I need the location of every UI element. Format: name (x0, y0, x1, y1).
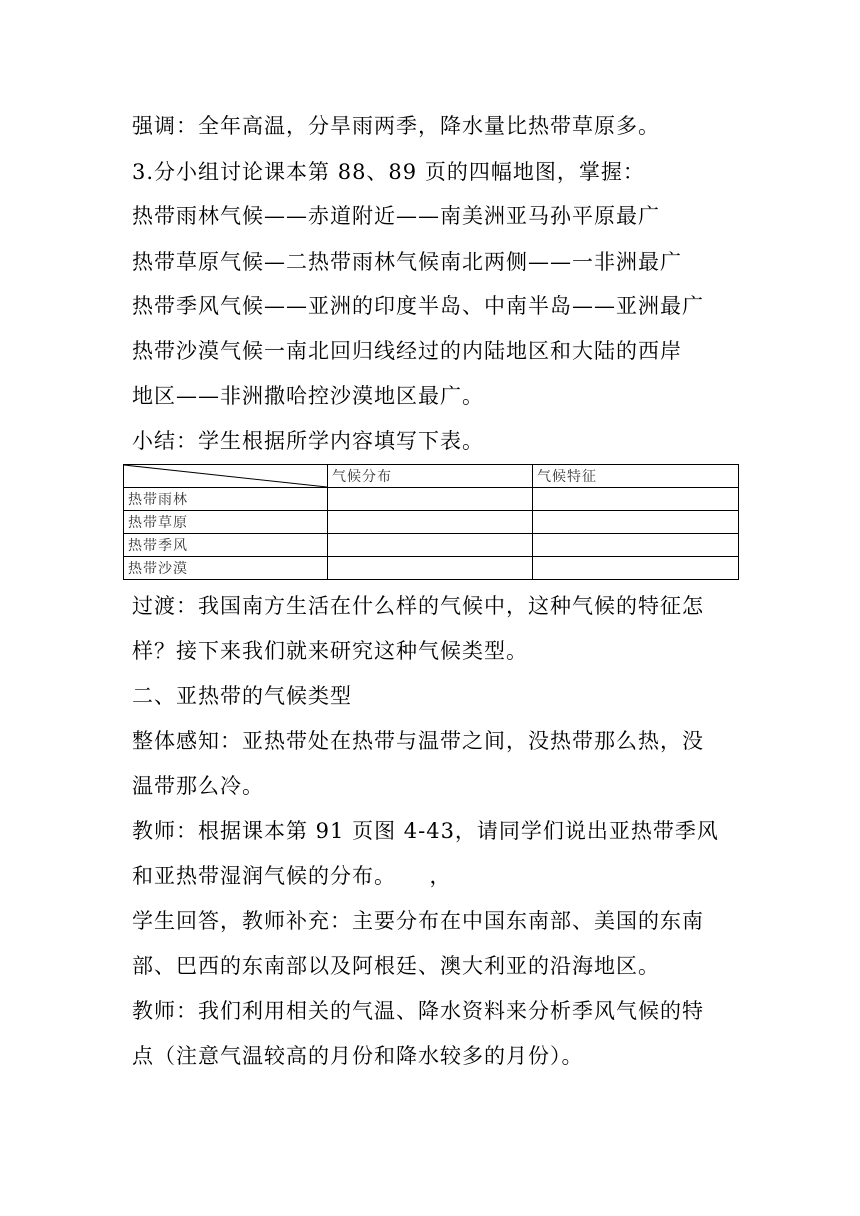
table-row-label: 热带沙漠 (124, 557, 328, 580)
table-cell (533, 557, 739, 580)
table-row (124, 534, 739, 557)
climate-summary-table (123, 464, 739, 580)
paragraph-transition-cont: 样？接下来我们就来研究这种气候类型。 (132, 639, 528, 663)
table-corner-cell (124, 465, 328, 488)
table-cell (328, 511, 533, 534)
table-header-features: 气候特征 (533, 465, 739, 488)
paragraph-teacher-2: 教师：我们利用相关的气温、降水资料来分析季风气候的特 (132, 999, 704, 1023)
paragraph-teacher-1: 教师：根据课本第 91 页图 4-43，请同学们说出亚热带季风 (132, 819, 719, 843)
table-row (124, 557, 739, 580)
table-row-label: 热带雨林 (124, 488, 328, 511)
paragraph-savanna: 热带草原气候—二热带雨林气候南北两侧——一非洲最广 (132, 250, 682, 274)
paragraph-teacher-2-cont: 点（注意气温较高的月份和降水较多的月份）。 (132, 1044, 584, 1068)
table-header-distribution: 气候分布 (328, 465, 533, 488)
paragraph-student-answer: 学生回答，教师补充：主要分布在中国东南部、美国的东南 (132, 909, 704, 933)
table-cell (533, 511, 739, 534)
table-row-label: 热带季风 (124, 534, 328, 557)
paragraph-overview-cont: 温带那么冷。 (132, 774, 264, 798)
paragraph-emphasis: 强调：全年高温，分旱雨两季，降水量比热带草原多。 (132, 114, 660, 138)
section-heading-subtropical: 二、亚热带的气候类型 (132, 684, 352, 708)
paragraph-desert: 热带沙漠气候一南北回归线经过的内陆地区和大陆的西岸 (132, 339, 682, 363)
paragraph-overview: 整体感知：亚热带处在热带与温带之间，没热带那么热，没 (132, 729, 704, 753)
paragraph-teacher-1-cont: 和亚热带湿润气候的分布。 ， (132, 864, 452, 888)
paragraph-summary: 小结：学生根据所学内容填写下表。 (132, 429, 484, 453)
paragraph-desert-cont: 地区——非洲撒哈控沙漠地区最广。 (132, 384, 484, 408)
table-row (124, 488, 739, 511)
paragraph-task: 3.分小组讨论课本第 88、89 页的四幅地图，掌握： (132, 160, 645, 184)
paragraph-transition: 过渡：我国南方生活在什么样的气候中，这种气候的特征怎 (132, 594, 704, 618)
diagonal-line (124, 465, 327, 487)
paragraph-student-answer-cont: 部、巴西的东南部以及阿根廷、澳大利亚的沿海地区。 (132, 954, 660, 978)
table-header-row (124, 465, 739, 488)
table-row-label: 热带草原 (124, 511, 328, 534)
table-cell (328, 534, 533, 557)
table-cell (328, 488, 533, 511)
table-row (124, 511, 739, 534)
paragraph-monsoon: 热带季风气候——亚洲的印度半岛、中南半岛——亚洲最广 (132, 294, 704, 318)
paragraph-rainforest: 热带雨林气候——赤道附近——南美洲亚马孙平原最广 (132, 204, 660, 228)
table-cell (533, 488, 739, 511)
table-cell (328, 557, 533, 580)
table-cell (533, 534, 739, 557)
